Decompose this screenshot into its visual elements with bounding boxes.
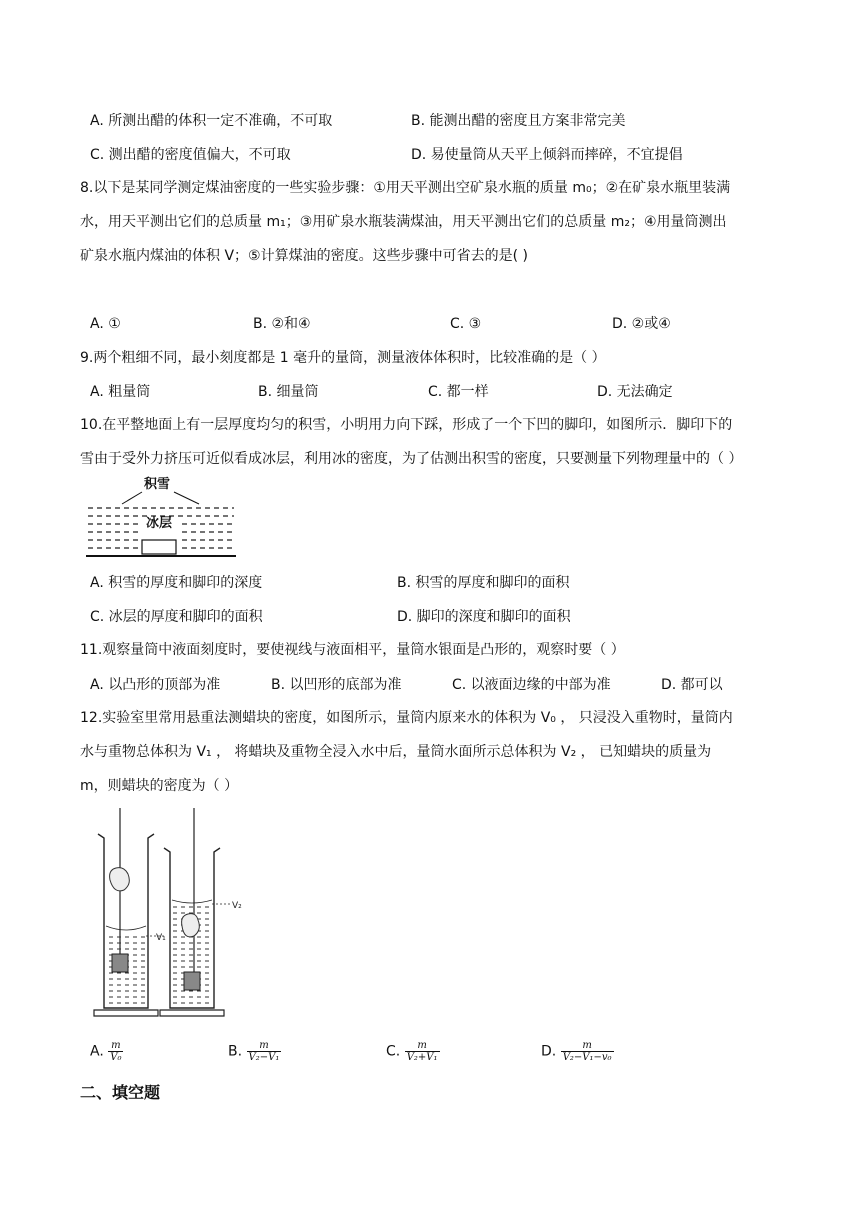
q12-option-c-label: C. <box>386 1043 401 1060</box>
q11-option-b: B. 以凹形的底部为准 <box>271 677 402 693</box>
q12-option-d <box>541 1040 614 1063</box>
q12-option-c <box>386 1040 440 1063</box>
q9-option-b: B. 细量筒 <box>258 384 319 400</box>
q8-option-d: D. ②或④ <box>612 316 671 332</box>
fraction-denominator: V₂−V₁−v₀ <box>562 1052 612 1063</box>
q8-option-c: C. ③ <box>450 316 482 332</box>
q12-stem-line1: 12.实验室里常用悬重法测蜡块的密度，如图所示，量筒内原来水的体积为 V₀ ， 只浸没入重物时，量筒内 <box>80 710 733 726</box>
q10-option-b: B. 积雪的厚度和脚印的面积 <box>397 575 570 591</box>
figure-label-ice: 冰层 <box>146 516 173 531</box>
q12-option-b-fraction <box>247 1040 282 1063</box>
fraction-numerator: m <box>582 1040 592 1051</box>
q9-stem: 9.两个粗细不同，最小刻度都是 1 毫升的量筒，测量液体体积时，比较准确的是（ ） <box>80 350 606 366</box>
fraction-denominator: V₂−V₁ <box>248 1052 280 1063</box>
q10-stem-line1: 10.在平整地面上有一层厚度均匀的积雪，小明用力向下踩，形成了一个下凹的脚印，如图所示．脚印下的 <box>80 417 733 433</box>
q9-option-d: D. 无法确定 <box>597 384 673 400</box>
fraction-denominator: V₂+V₁ <box>406 1052 438 1063</box>
q12-option-d-fraction <box>561 1040 614 1063</box>
q12-stem-line3: m，则蜡块的密度为（ ） <box>80 778 239 794</box>
q11-option-a: A. 以凸形的顶部为准 <box>90 677 221 693</box>
q8-option-b: B. ②和④ <box>253 316 311 332</box>
figure-label-v1: V₁ <box>156 933 166 943</box>
q11-option-d: D. 都可以 <box>661 677 723 693</box>
q12-stem-line2: 水与重物总体积为 V₁ ， 将蜡块及重物全浸入水中后，量筒水面所示总体积为 V₂ ， 已知蜡块的质量为 <box>80 744 712 760</box>
q9-option-c: C. 都一样 <box>428 384 489 400</box>
q12-option-c-fraction <box>405 1040 440 1063</box>
q12-option-d-label: D. <box>541 1043 557 1060</box>
q8-stem-line1: 8.以下是某同学测定煤油密度的一些实验步骤：①用天平测出空矿泉水瓶的质量 m₀；②在矿泉水瓶里装满 <box>80 180 731 196</box>
fraction-numerator: m <box>111 1040 121 1051</box>
q10-option-c: C. 冰层的厚度和脚印的面积 <box>90 609 263 625</box>
q7-option-a: A. 所测出醋的体积一定不准确，不可取 <box>90 113 333 129</box>
q12-option-b-label: B. <box>228 1043 243 1060</box>
q7-option-b: B. 能测出醋的密度且方案非常完美 <box>411 113 626 129</box>
snow-footprint-figure <box>84 474 240 566</box>
cylinder-left <box>94 808 166 1016</box>
q8-stem-line2: 水，用天平测出它们的总质量 m₁；③用矿泉水瓶装满煤油，用天平测出它们的总质量 m₂；④用量筒测出 <box>80 214 727 230</box>
graduated-cylinder-figure <box>84 808 280 1024</box>
fraction-denominator: V₀ <box>110 1052 122 1063</box>
q11-stem: 11.观察量筒中液面刻度时，要使视线与液面相平，量筒水银面是凸形的，观察时要（ ） <box>80 642 625 658</box>
q11-option-c: C. 以液面边缘的中部为准 <box>452 677 611 693</box>
section-heading-fill-in: 二、填空题 <box>80 1083 161 1102</box>
q8-stem-line3: 矿泉水瓶内煤油的体积 V；⑤计算煤油的密度。这些步骤中可省去的是( ) <box>80 248 528 264</box>
q7-option-c: C. 测出醋的密度值偏大，不可取 <box>90 147 291 163</box>
q12-option-a-label: A. <box>90 1043 104 1060</box>
q10-option-a: A. 积雪的厚度和脚印的深度 <box>90 575 263 591</box>
q12-option-b <box>228 1040 281 1063</box>
q12-option-a-fraction <box>108 1040 123 1063</box>
fraction-numerator: m <box>259 1040 269 1051</box>
figure-label-v2: V₂ <box>232 901 242 911</box>
q8-option-a: A. ① <box>90 316 121 332</box>
q10-option-d: D. 脚印的深度和脚印的面积 <box>397 609 571 625</box>
cylinder-right <box>160 808 242 1016</box>
fraction-numerator: m <box>417 1040 427 1051</box>
q12-option-a <box>90 1040 123 1063</box>
figure-label-snow: 积雪 <box>144 477 171 492</box>
q7-option-d: D. 易使量筒从天平上倾斜而摔碎，不宜提倡 <box>411 147 683 163</box>
q9-option-a: A. 粗量筒 <box>90 384 151 400</box>
q10-stem-line2: 雪由于受外力挤压可近似看成冰层，利用冰的密度，为了估测出积雪的密度，只要测量下列物理量中的（ ） <box>80 451 743 467</box>
